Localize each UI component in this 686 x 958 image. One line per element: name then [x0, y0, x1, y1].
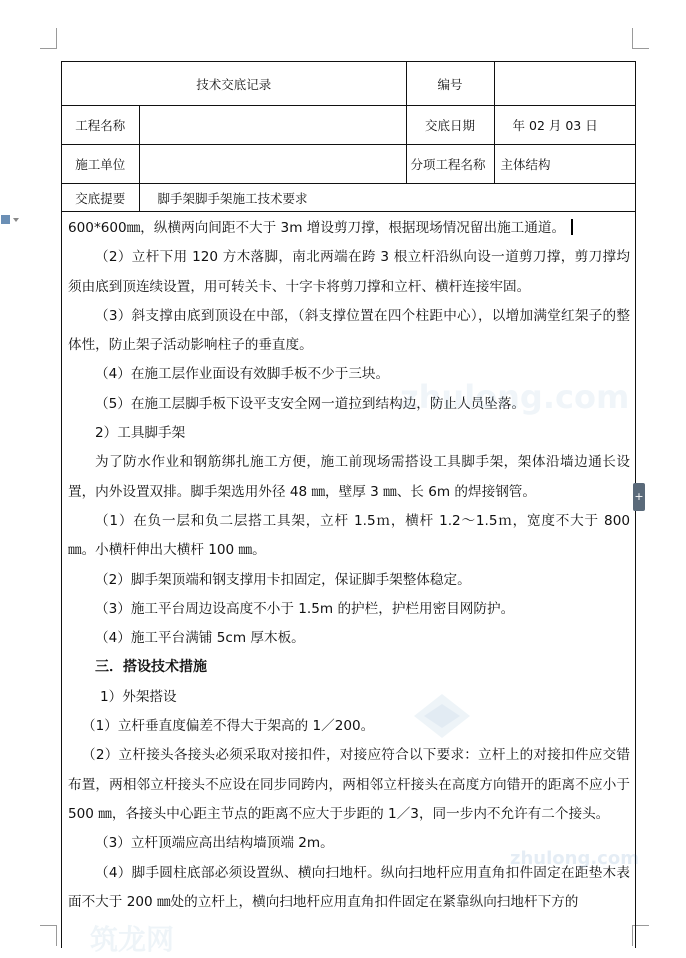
code-value[interactable]	[494, 62, 635, 106]
paragraph: （2）立杆接头各接头必须采取对接扣件，对接应符合以下要求：立杆上的对接扣件应交错布置，两相邻立杆接头不应设在同步同跨内，两相邻立杆接头在高度方向错开的距离不应小于 500 ㎜，各接头中心距主节点的距离不应大于步距的 1／3，同一步内不允许有二个接头。	[68, 747, 630, 822]
summary-label: 交底提要	[62, 184, 139, 212]
sub-project-value[interactable]: 主体结构	[494, 145, 635, 184]
paragraph: （4）脚手圆柱底部必须设置纵、横向扫地杆。纵向扫地杆应用直角扣件固定在距垫木表面不大于 200 ㎜处的立杆上，横向扫地杆应用直角扣件固定在紧靠纵向扫地杆下方的	[68, 864, 630, 910]
date-value[interactable]: 年 02 月 03 日	[494, 106, 635, 145]
paragraph: （2）脚手架顶端和钢支撑用卡扣固定，保证脚手架整体稳定。	[95, 571, 471, 588]
sub-project-label: 分项工程名称	[406, 145, 494, 184]
paragraph: （4）在施工层作业面设有效脚手板不少于三块。	[95, 366, 390, 383]
paragraph: 600*600㎜，纵横两向间距不大于 3m 增设剪刀撑，根据现场情况留出施工通道。	[68, 214, 630, 243]
margin-mark-top-left	[40, 28, 57, 49]
subheading: 2）工具脚手架	[95, 425, 186, 442]
section-heading: 三．搭设技术措施	[95, 659, 207, 676]
date-label: 交底日期	[406, 106, 494, 145]
expand-side-panel-button[interactable]: +	[633, 483, 645, 511]
watermark-text: zhulong.com	[510, 848, 639, 869]
summary-value[interactable]: 脚手架脚手架施工技术要求	[139, 184, 635, 212]
project-name-value[interactable]	[139, 106, 406, 145]
unit-value[interactable]	[139, 145, 406, 184]
paragraph: （3）斜支撑由底到顶设在中部，（斜支撑位置在四个柱距中心），以增加满堂红架子的整体性，防止架子活动影响柱子的垂直度。	[68, 307, 630, 354]
document-page	[61, 61, 636, 948]
paragraph: （1）在负一层和负二层搭工具架，立杆 1.5ｍ，横杆 1.2～1.5ｍ，宽度不大于 800 ㎜。小横杆伸出大横杆 100 ㎜。	[68, 512, 630, 559]
paragraph: （1）立杆垂直度偏差不得大于架高的 1／200。	[82, 718, 375, 735]
paragraph-handle-icon[interactable]	[0, 213, 22, 227]
margin-mark-top-right	[632, 28, 649, 49]
text-cursor	[571, 219, 573, 235]
watermark-text: zhulong.com	[400, 378, 630, 416]
paragraph: （2）立杆下用 120 方木落脚，南北两端在跨 3 根立杆沿纵向设一道剪刀撑，剪刀撑均须由底到顶连续设置，用可转关卡、十字卡将剪刀撑和立杆、横杆连接牢固。	[68, 249, 630, 295]
paragraph: （3）立杆顶端应高出结构墙顶端 2m。	[95, 835, 334, 852]
unit-label: 施工单位	[62, 145, 139, 184]
margin-mark-bottom-left	[40, 925, 57, 946]
paragraph: （5）在施工层脚手板下设平支安全网一道拉到结构边，防止人员坠落。	[95, 395, 526, 412]
document-body[interactable]	[62, 214, 635, 917]
subheading: 1）外架搭设	[100, 688, 177, 705]
paragraph: 为了防水作业和钢筋绑扎施工方便，施工前现场需搭设工具脚手架，架体沿墙边通长设置，内外设置双排。脚手架选用外径 48 ㎜，壁厚 3 ㎜、长 6m 的焊接钢管。	[68, 454, 630, 500]
paragraph: （4）施工平台满铺 5cm 厚木板。	[95, 630, 305, 647]
project-name-label: 工程名称	[62, 106, 139, 145]
code-label: 编号	[406, 62, 494, 106]
header-table	[62, 62, 635, 212]
record-title: 技术交底记录	[62, 62, 406, 106]
watermark-text: 筑龙网	[90, 923, 175, 956]
paragraph: （3）施工平台周边设高度不小于 1.5m 的护栏，护栏用密目网防护。	[95, 600, 515, 617]
